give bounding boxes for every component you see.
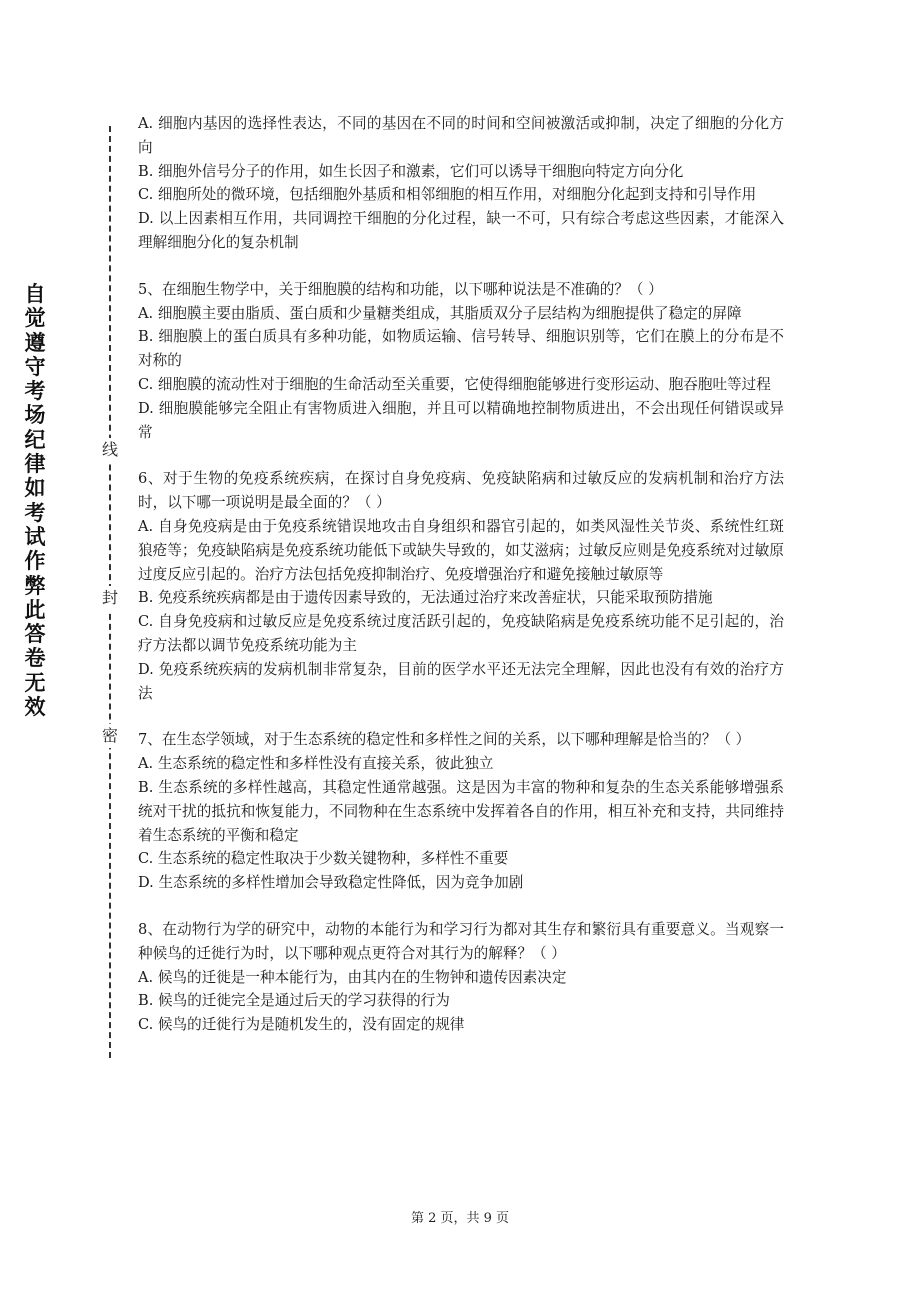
seal-char-xian: 线 bbox=[98, 438, 122, 462]
option-d: D. 细胞膜能够完全阻止有害物质进入细胞，并且可以精确地控制物质进出，不会出现任何错误或异常 bbox=[138, 399, 784, 441]
question-title: 8、在动物行为学的研究中，动物的本能行为和学习行为都对其生存和繁衍具有重要意义。当观察一种候鸟的迁徙行为时，以下哪种观点更符合对其行为的解释？（ ） bbox=[138, 920, 784, 962]
question-title: 7、在生态学领域，对于生态系统的稳定性和多样性之间的关系，以下哪种理解是恰当的？（ ） bbox=[138, 731, 751, 749]
option-b: B. 免疫系统疾病都是由于遗传因素导致的，无法通过治疗来改善症状，只能采取预防措施 bbox=[138, 589, 713, 607]
option-a: A. 候鸟的迁徙是一种本能行为，由其内在的生物钟和遗传因素决定 bbox=[138, 968, 567, 986]
question-title: 5、在细胞生物学中，关于细胞膜的结构和功能，以下哪种说法是不准确的？（ ） bbox=[138, 280, 663, 298]
option-b: B. 细胞膜上的蛋白质具有多种功能，如物质运输、信号转导、细胞识别等，它们在膜上的分布是不对称的 bbox=[138, 328, 784, 370]
option-d: D. 生态系统的多样性增加会导致稳定性降低，因为竞争加剧 bbox=[138, 874, 524, 892]
option-c: C. 细胞所处的微环境，包括细胞外基质和相邻细胞的相互作用，对细胞分化起到支持和引导作用 bbox=[138, 186, 757, 204]
option-b: B. 细胞外信号分子的作用，如生长因子和激素，它们可以诱导干细胞向特定方向分化 bbox=[138, 162, 684, 180]
option-b: B. 候鸟的迁徙完全是通过后天的学习获得的行为 bbox=[138, 992, 450, 1010]
option-a: A. 细胞内基因的选择性表达，不同的基因在不同的时间和空间被激活或抑制，决定了细胞的分化方向 bbox=[138, 115, 784, 156]
question-content bbox=[138, 112, 784, 1060]
option-d: D. 免疫系统疾病的发病机制非常复杂，目前的医学水平还无法完全理解，因此也没有有效的治疗方法 bbox=[138, 660, 784, 702]
option-d: D. 以上因素相互作用，共同调控干细胞的分化过程，缺一不可，只有综合考虑这些因素，才能深入理解细胞分化的复杂机制 bbox=[138, 210, 784, 251]
page-footer: 第 2 页，共 9 页 bbox=[410, 1211, 510, 1226]
question-block-4 bbox=[138, 112, 784, 255]
option-c: C. 自身免疫病和过敏反应是免疫系统过度活跃引起的，免疫缺陷病是免疫系统功能不足引起的，治疗方法都以调节免疫系统功能为主 bbox=[138, 613, 784, 654]
option-c: C. 生态系统的稳定性取决于少数关键物种，多样性不重要 bbox=[138, 850, 509, 868]
exam-discipline-notice: 自觉遵守考场纪律如考试作弊此答卷无效 bbox=[24, 282, 46, 720]
option-b: B. 生态系统的多样性越高，其稳定性通常越强。这是因为丰富的物种和复杂的生态关系能够增强系统对干扰的抵抗和恢复能力，不同物种在生态系统中发挥着各自的作用，相互补充和支持，共同维持着生态系统的平衡和稳定 bbox=[138, 778, 784, 844]
option-a: A. 自身免疫病是由于免疫系统错误地攻击自身组织和器官引起的，如类风湿性关节炎、系统性红斑狼疮等；免疫缺陷病是免疫系统功能低下或缺失导致的，如艾滋病；过敏反应则是免疫系统对过敏原过度反应引起的。治疗方法包括免疫抑制治疗、免疫增强治疗和避免接触过敏原等 bbox=[138, 517, 784, 583]
option-c: C. 细胞膜的流动性对于细胞的生命活动至关重要，它使得细胞能够进行变形运动、胞吞胞吐等过程 bbox=[138, 375, 771, 393]
question-block-6 bbox=[138, 467, 784, 705]
option-a: A. 细胞膜主要由脂质、蛋白质和少量糖类组成，其脂质双分子层结构为细胞提供了稳定的屏障 bbox=[138, 304, 742, 322]
question-title: 6、对于生物的免疫系统疾病，在探讨自身免疫病、免疫缺陷病和过敏反应的发病机制和治疗方法时，以下哪一项说明是最全面的？（ ） bbox=[138, 470, 784, 512]
question-block-7 bbox=[138, 728, 784, 895]
question-block-8 bbox=[138, 918, 784, 1037]
question-block-5 bbox=[138, 278, 784, 445]
seal-char-feng: 封 bbox=[98, 586, 122, 610]
option-a: A. 生态系统的稳定性和多样性没有直接关系，彼此独立 bbox=[138, 755, 494, 773]
seal-char-mi: 密 bbox=[98, 724, 122, 748]
option-c: C. 候鸟的迁徙行为是随机发生的，没有固定的规律 bbox=[138, 1016, 465, 1034]
